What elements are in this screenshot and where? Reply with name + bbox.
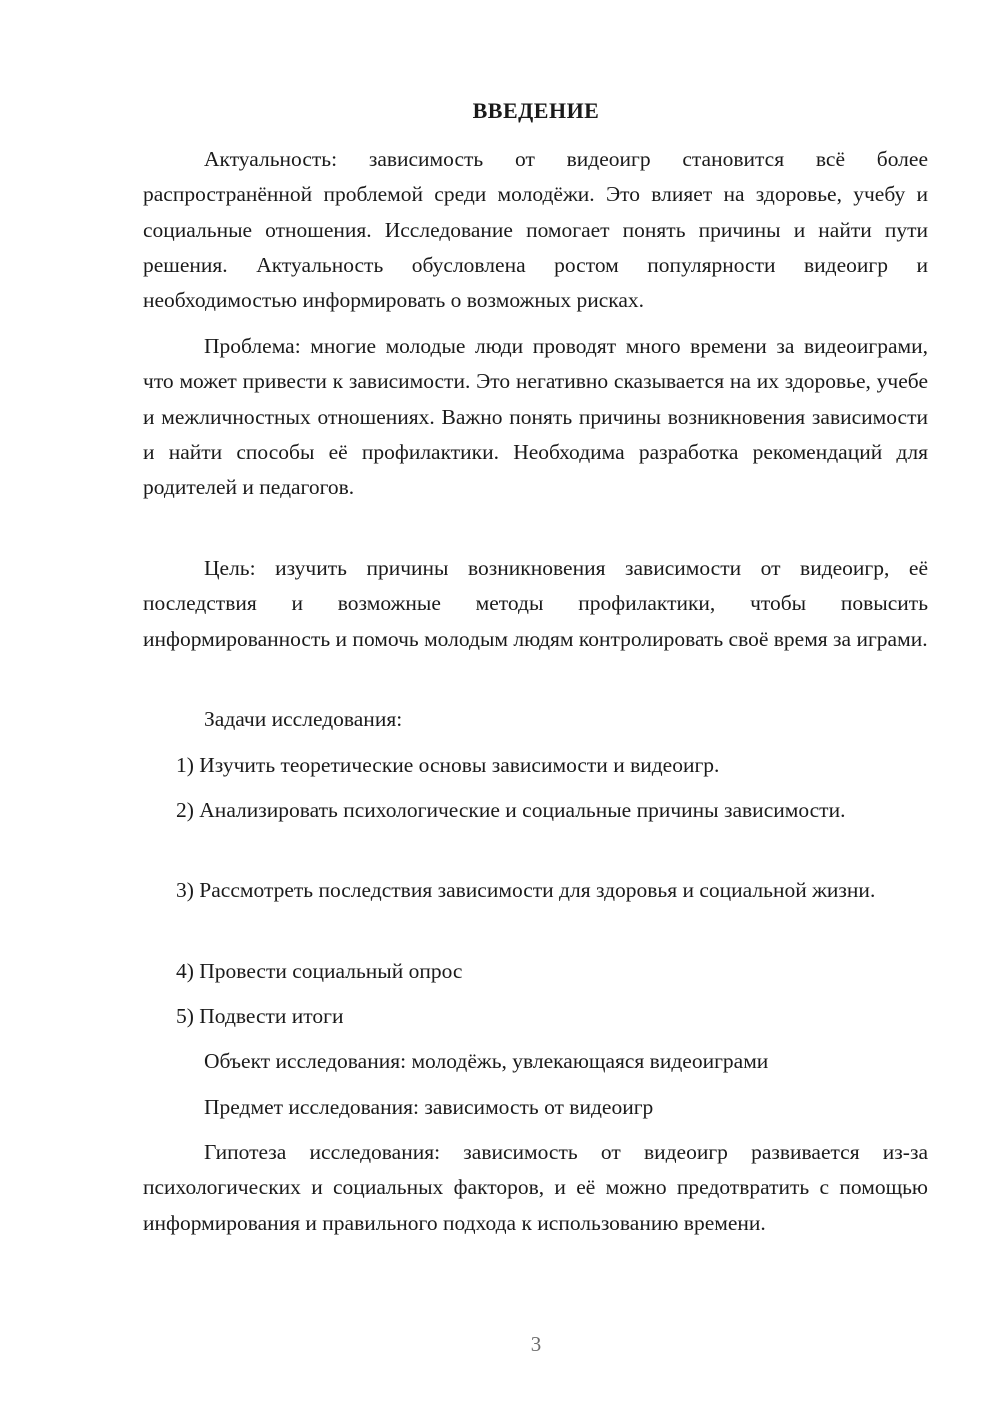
goal-paragraph: Цель: изучить причины возникновения зависимости от видеоигр, её последствия и возможные методы профилактики, чтобы повысить информированность и помочь молодым людям контролировать своё время за играми. [143, 556, 928, 651]
subject-paragraph: Предмет исследования: зависимость от видеоигр [204, 1095, 654, 1119]
hypothesis-paragraph: Гипотеза исследования: зависимость от видеоигр развивается из-за психологических и социальных факторов, и её можно предотвратить с помощью информирования и правильного подхода к использованию времени. [143, 1140, 928, 1235]
task-item-3: 3) Рассмотреть последствия зависимости для здоровья и социальной жизни. [176, 878, 876, 902]
task-item-5: 5) Подвести итоги [176, 1004, 344, 1028]
section-title: ВВЕДЕНИЕ [472, 98, 600, 123]
relevance-paragraph: Актуальность: зависимость от видеоигр становится всё более распространённой проблемой среди молодёжи. Это влияет на здоровье, учебу и социальные отношения. Исследование помогает понять причины и найти пути решения. Актуальность обусловлена ростом популярности видеоигр и необходимостью информировать о возможных рисках. [143, 147, 928, 313]
problem-paragraph: Проблема: многие молодые люди проводят много времени за видеоиграми, что может привести к зависимости. Это негативно сказывается на их здоровье, учебе и межличностных отношениях. Важно понять причины возникновения зависимости и найти способы её профилактики. Необходима разработка рекомендаций для родителей и педагогов. [143, 334, 928, 500]
task-item-2: 2) Анализировать психологические и социальные причины зависимости. [176, 798, 846, 822]
tasks-heading: Задачи исследования: [204, 707, 403, 731]
task-item-4: 4) Провести социальный опрос [176, 959, 463, 983]
object-paragraph: Объект исследования: молодёжь, увлекающаяся видеоиграми [204, 1049, 769, 1073]
task-item-1: 1) Изучить теоретические основы зависимости и видеоигр. [176, 753, 720, 777]
page-number: 3 [530, 1332, 542, 1356]
